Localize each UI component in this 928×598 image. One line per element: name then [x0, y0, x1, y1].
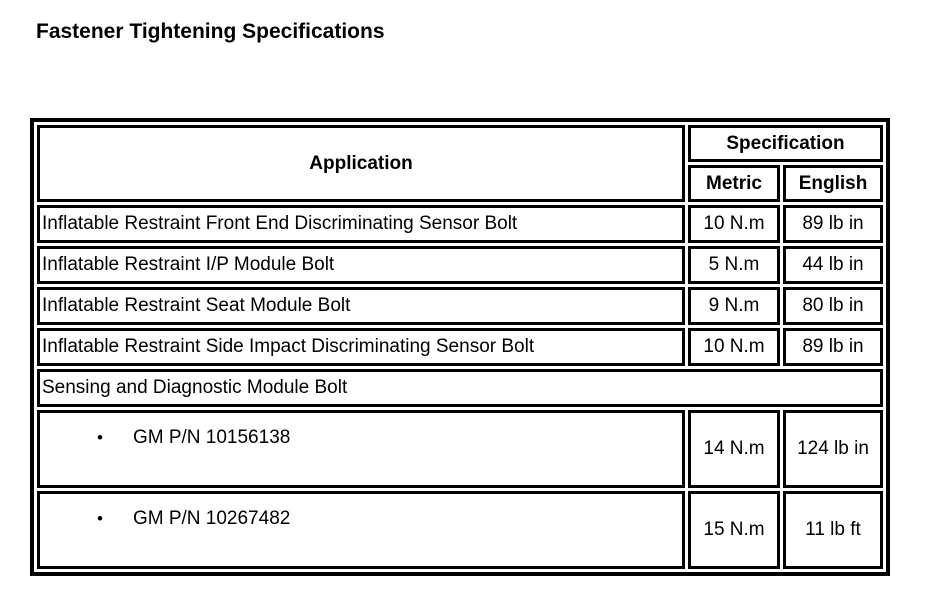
metric-value-cell: 9 N.m: [688, 287, 780, 325]
english-value-cell: 124 lb in: [783, 410, 883, 488]
page-title: Fastener Tightening Specifications: [36, 20, 385, 43]
english-value-cell: 89 lb in: [783, 328, 883, 366]
column-header-metric: Metric: [688, 165, 780, 202]
metric-value-cell: 5 N.m: [688, 246, 780, 284]
column-header-specification: Specification: [688, 125, 883, 162]
metric-value-cell: 14 N.m: [688, 410, 780, 488]
column-header-english: English: [783, 165, 883, 202]
application-cell: [37, 491, 685, 569]
table-row: [37, 328, 883, 366]
table-row: [37, 410, 883, 488]
group-header-cell: Sensing and Diagnostic Module Bolt: [37, 369, 883, 407]
english-value-cell: 44 lb in: [783, 246, 883, 284]
application-cell: Inflatable Restraint I/P Module Bolt: [37, 246, 685, 284]
english-value-cell: 11 lb ft: [783, 491, 883, 569]
application-cell: Inflatable Restraint Side Impact Discriminating Sensor Bolt: [37, 328, 685, 366]
part-number-label: GM P/N 10267482: [132, 508, 291, 529]
table-row: [37, 246, 883, 284]
metric-value-cell: 15 N.m: [688, 491, 780, 569]
part-number-label: GM P/N 10156138: [132, 427, 291, 448]
table-row: [37, 287, 883, 325]
metric-value-cell: 10 N.m: [688, 205, 780, 243]
table-header-row-1: [37, 125, 883, 162]
table-group-row: [37, 369, 883, 407]
english-value-cell: 80 lb in: [783, 287, 883, 325]
application-cell: Inflatable Restraint Seat Module Bolt: [37, 287, 685, 325]
table-row: [37, 205, 883, 243]
bullet-icon: •: [97, 428, 103, 447]
table-row: [37, 491, 883, 569]
fastener-tightening-specs-table: [30, 118, 890, 576]
english-value-cell: 89 lb in: [783, 205, 883, 243]
metric-value-cell: 10 N.m: [688, 328, 780, 366]
column-header-application: Application: [37, 125, 685, 202]
bullet-icon: •: [97, 509, 103, 528]
application-cell: [37, 410, 685, 488]
application-cell: Inflatable Restraint Front End Discriminating Sensor Bolt: [37, 205, 685, 243]
